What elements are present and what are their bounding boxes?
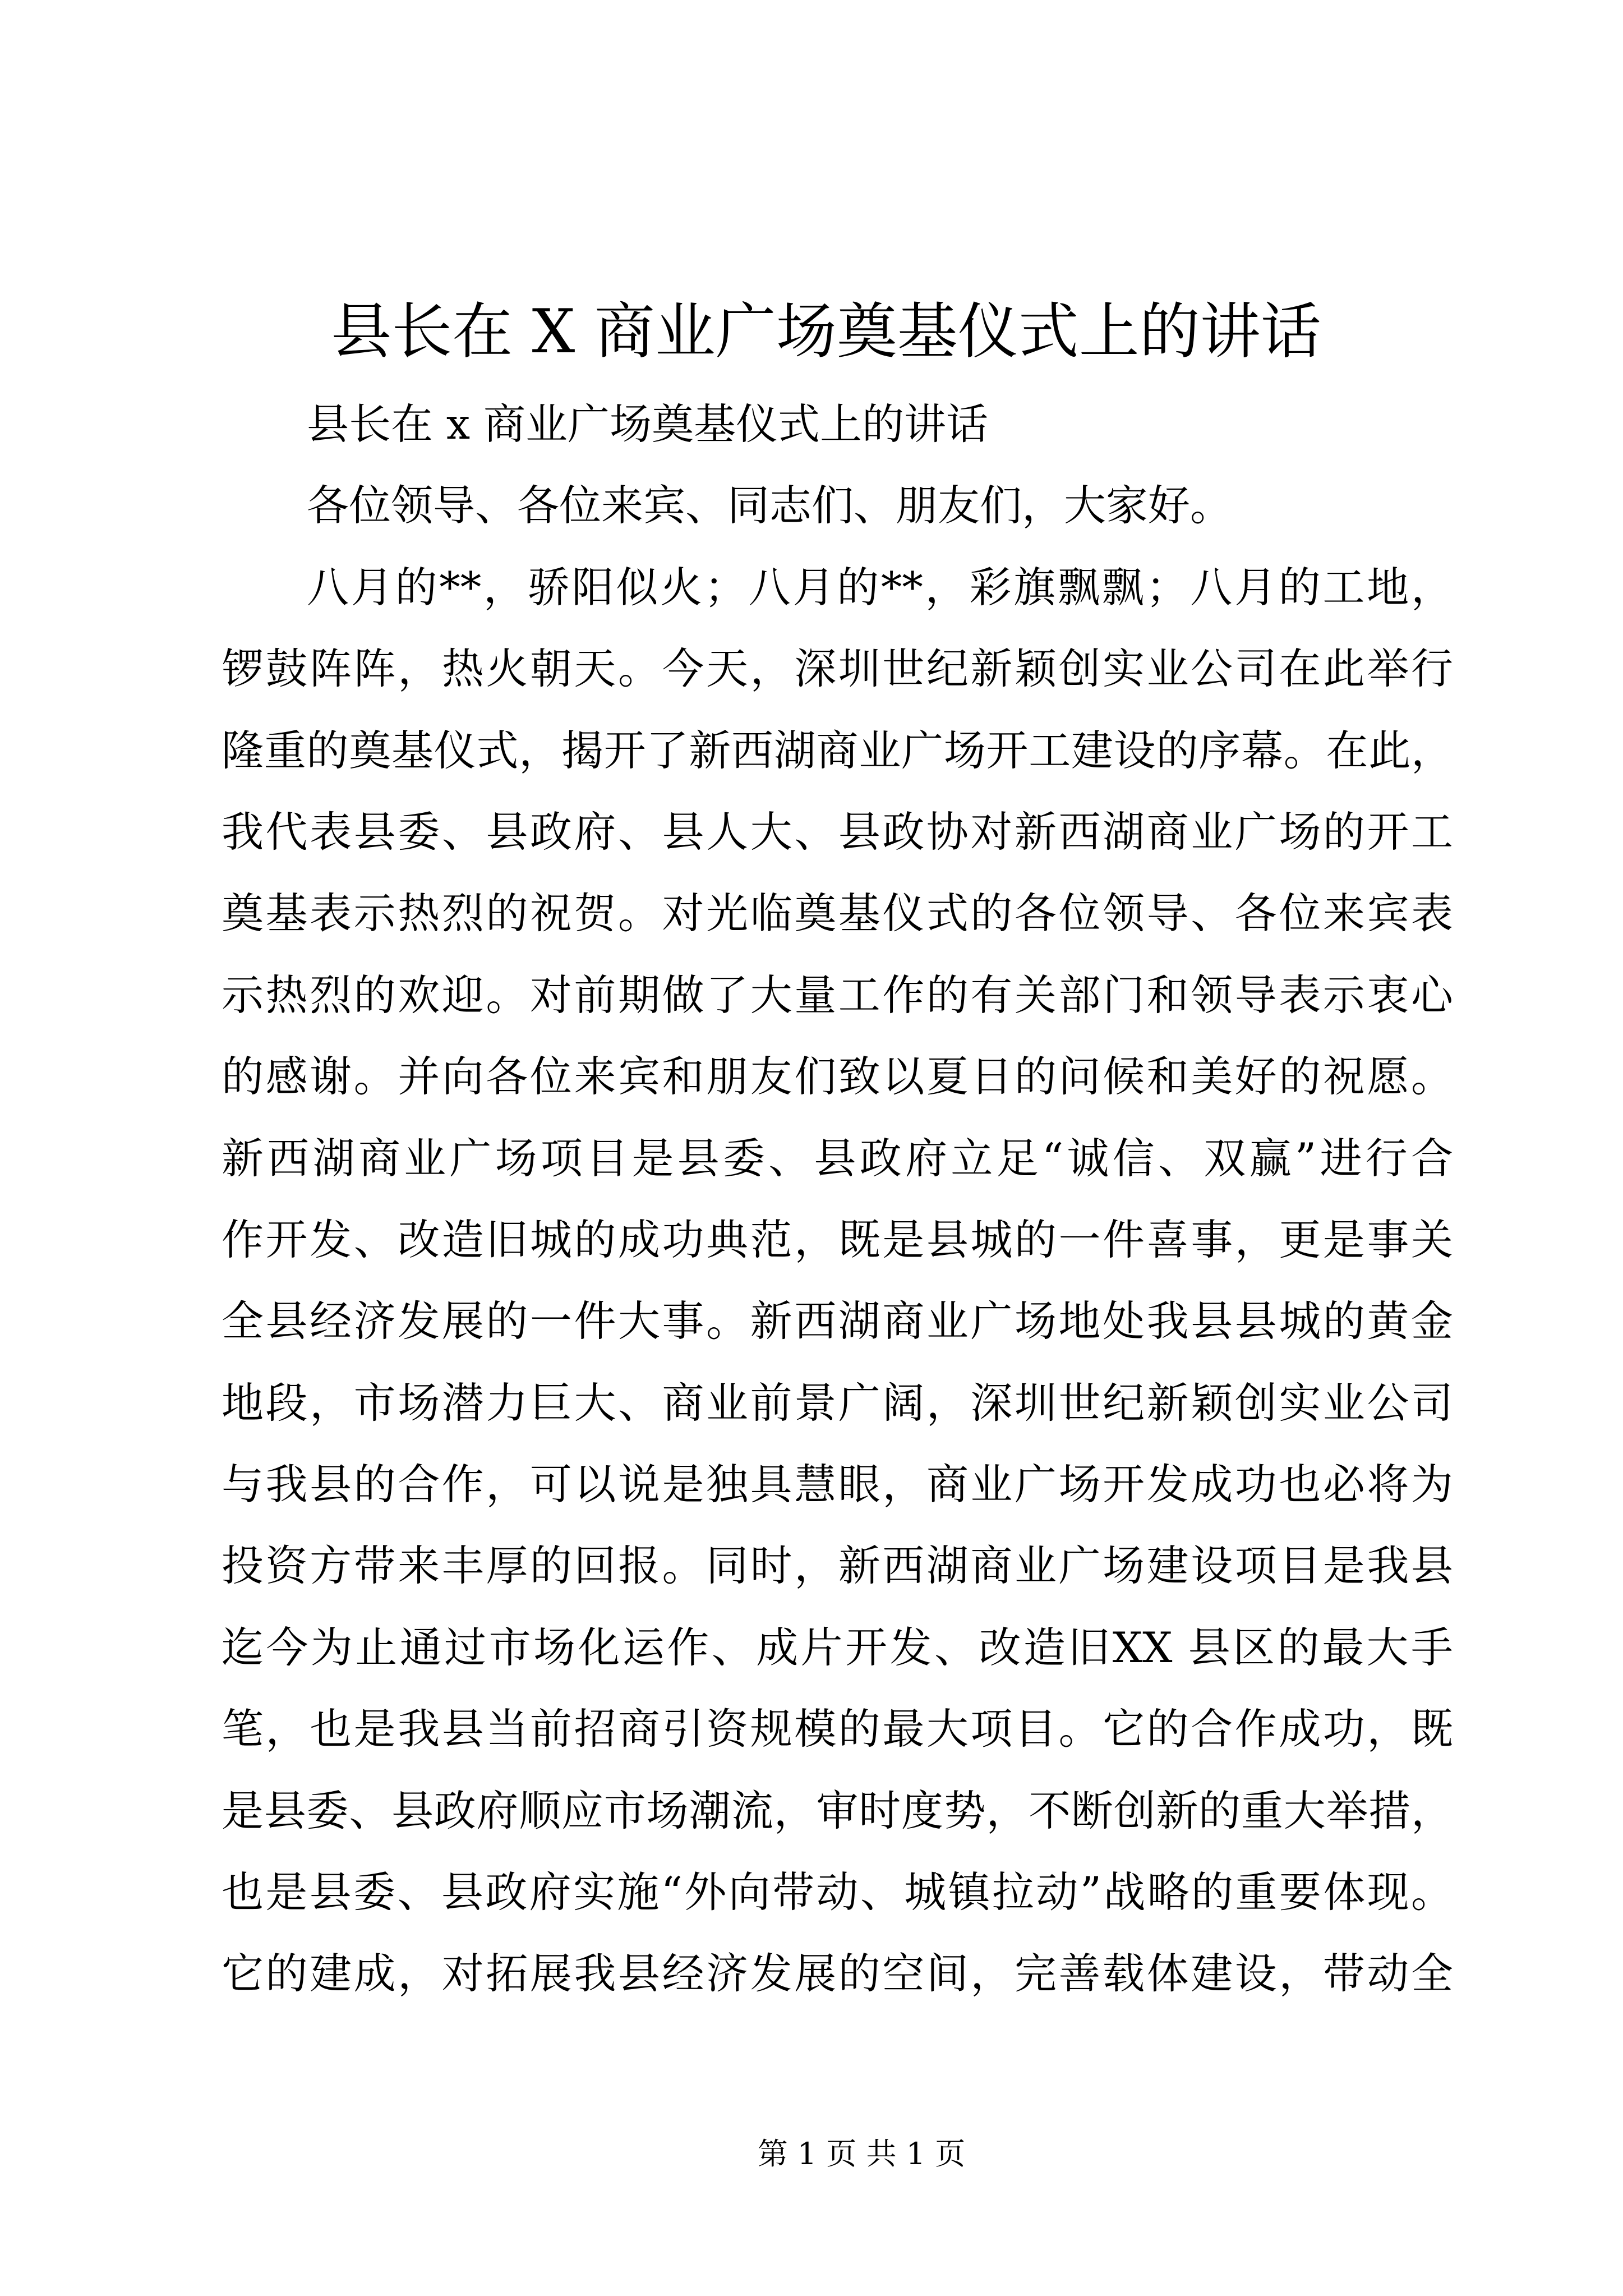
salutation-line: 各位领导、各位来宾、同志们、朋友们，大家好。 xyxy=(307,481,1233,531)
body-line: 的感谢。并向各位来宾和朋友们致以夏日的问候和美好的祝愿。 xyxy=(222,1052,1453,1102)
body-line: 迄今为止通过市场化运作、成片开发、改造旧XX 县区的最大手 xyxy=(222,1622,1453,1672)
body-line: 隆重的奠基仪式，揭开了新西湖商业广场开工建设的序幕。在此， xyxy=(222,725,1453,775)
body-line: 锣鼓阵阵，热火朝天。今天，深圳世纪新颖创实业公司在此举行 xyxy=(222,644,1453,694)
body-line: 新西湖商业广场项目是县委、县政府立足“诚信、双赢”进行合 xyxy=(222,1133,1453,1183)
body-line: 我代表县委、县政府、县人大、县政协对新西湖商业广场的开工 xyxy=(222,807,1453,857)
body-line: 投资方带来丰厚的回报。同时，新西湖商业广场建设项目是我县 xyxy=(222,1541,1453,1591)
body-line: 作开发、改造旧城的成功典范，既是县城的一件喜事，更是事关 xyxy=(222,1214,1453,1264)
body-line: 是县委、县政府顺应市场潮流，审时度势，不断创新的重大举措， xyxy=(222,1786,1453,1835)
body-line: 八月的**，骄阳似火；八月的**，彩旗飘飘；八月的工地， xyxy=(307,562,1453,612)
document-subtitle: 县长在 x 商业广场奠基仪式上的讲话 xyxy=(307,399,988,449)
speech-body xyxy=(222,384,1453,2015)
page-footer: 第 1 页 共 1 页 xyxy=(757,2136,966,2171)
body-line: 全县经济发展的一件大事。新西湖商业广场地处我县县城的黄金 xyxy=(222,1296,1453,1346)
body-line: 地段，市场潜力巨大、商业前景广阔，深圳世纪新颖创实业公司 xyxy=(222,1378,1453,1428)
body-line: 它的建成，对拓展我县经济发展的空间，完善载体建设，带动全 xyxy=(222,1949,1453,1999)
body-line: 奠基表示热烈的祝贺。对光临奠基仪式的各位领导、各位来宾表 xyxy=(222,889,1453,938)
body-line: 与我县的合作，可以说是独具慧眼，商业广场开发成功也必将为 xyxy=(222,1460,1453,1510)
body-line: 笔，也是我县当前招商引资规模的最大项目。它的合作成功，既 xyxy=(222,1704,1453,1754)
body-line: 示热烈的欢迎。对前期做了大量工作的有关部门和领导表示衷心 xyxy=(222,970,1453,1020)
body-line: 也是县委、县政府实施“外向带动、城镇拉动”战略的重要体现。 xyxy=(222,1867,1453,1917)
document-title: 县长在 X 商业广场奠基仪式上的讲话 xyxy=(331,297,1321,367)
